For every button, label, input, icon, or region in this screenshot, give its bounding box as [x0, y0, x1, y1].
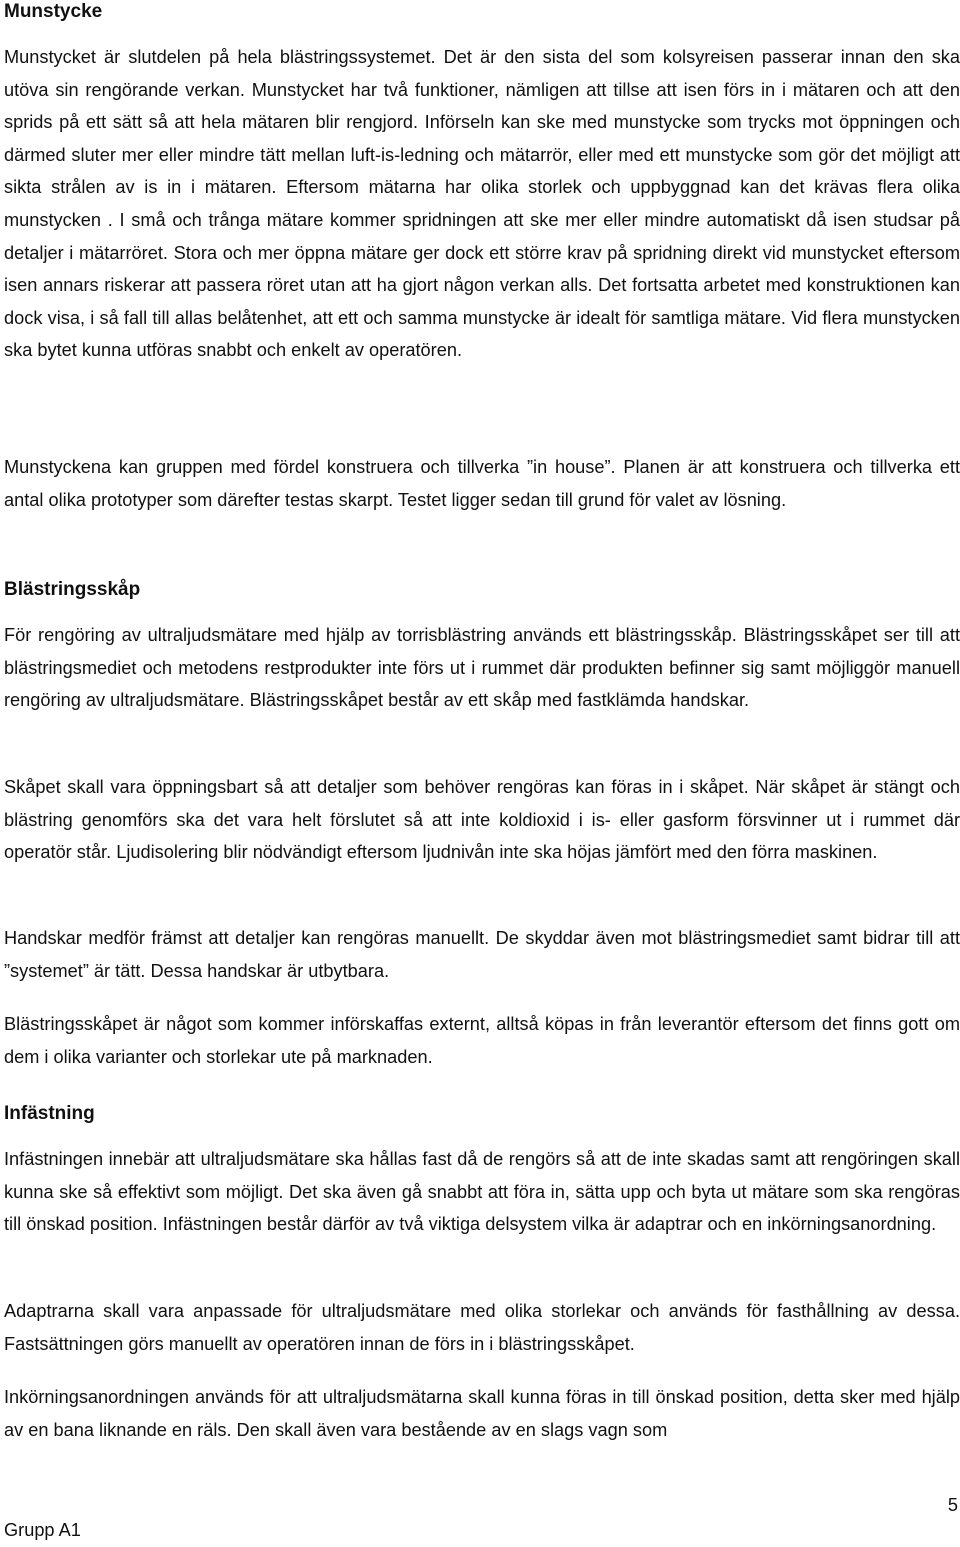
page-number: 5: [947, 1495, 958, 1515]
document-page: [4, 0, 960, 1547]
paragraph-munstycke-1: Munstycket är slutdelen på hela blästringssystemet. Det är den sista del som kolsyreisen passerar innan den ska utöva sin rengörande verkan. Munstycket har två funktioner, nämligen att tillse att isen förs in i mätaren och att den sprids på ett sätt så att hela mätaren blir rengjord. Införseln kan ske med munstycke som trycks mot öppningen och därmed sluter mer eller mindre tätt mellan luft-is-ledning och mätarrör, eller med ett munstycke som gör det möjligt att sikta strålen av is in i mätaren. Eftersom mätarna har olika storlek och uppbyggnad kan det krävas flera olika munstycken . I små och trånga mätare kommer spridningen att ske mer eller mindre automatiskt då isen studsar på detaljer i mätarröret. Stora och mer öppna mätare ger dock ett större krav på spridning direkt vid munstycket eftersom isen annars riskerar att passera röret utan att ha gjort någon verkan alls. Det fortsatta arbetet med konstruktionen kan dock visa, i så fall till allas belåtenhet, att ett och samma munstycke är idealt för samtliga mätare. Vid flera munstycken ska bytet kunna utföras snabbt och enkelt av operatören.: [4, 47, 960, 361]
section-heading-infastning: Infästning: [4, 1103, 95, 1124]
section-heading-munstycke: Munstycke: [4, 1, 103, 22]
paragraph-blastringsskap-3: Handskar medför främst att detaljer kan rengöras manuellt. De skyddar även mot blästringsmediet samt bidrar till att ”systemet” är tätt. Dessa handskar är utbytbara.: [4, 928, 960, 981]
paragraph-blastringsskap-4: Blästringsskåpet är något som kommer införskaffas externt, alltså köpas in från leverantör eftersom det finns gott om dem i olika varianter och storlekar ute på marknaden.: [4, 1014, 960, 1067]
paragraph-infastning-3: Inkörningsanordningen används för att ultraljudsmätarna skall kunna föras in till önskad position, detta sker med hjälp av en bana liknande en räls. Den skall även vara bestående av en slags vagn som: [4, 1387, 960, 1440]
paragraph-blastringsskap-1: För rengöring av ultraljudsmätare med hjälp av torrisblästring används ett blästringsskåp. Blästringsskåpet ser till att blästringsmediet och metodens restprodukter inte förs ut i rummet där produkten befinner sig samt möjliggör manuell rengöring av ultraljudsmätare. Blästringsskåpet består av ett skåp med fastklämda handskar.: [4, 625, 960, 711]
paragraph-infastning-2: Adaptrarna skall vara anpassade för ultraljudsmätare med olika storlekar och används för fasthållning av dessa. Fastsättningen görs manuellt av operatören innan de förs in i blästringsskåpet.: [4, 1301, 960, 1354]
section-heading-blastringsskap: Blästringsskåp: [4, 579, 141, 600]
paragraph-infastning-1: Infästningen innebär att ultraljudsmätare ska hållas fast då de rengörs så att de inte skadas samt att rengöringen skall kunna ske så effektivt som möjligt. Det ska även gå snabbt att föra in, sätta upp och byta ut mätare som ska rengöras till önskad position. Infästningen består därför av två viktiga delsystem vilka är adaptrar och en inkörningsanordning.: [4, 1149, 960, 1235]
paragraph-munstycke-2: Munstyckena kan gruppen med fördel konstruera och tillverka ”in house”. Planen är att konstruera och tillverka ett antal olika prototyper som därefter testas skarpt. Testet ligger sedan till grund för valet av lösning.: [4, 457, 960, 510]
paragraph-blastringsskap-2: Skåpet skall vara öppningsbart så att detaljer som behöver rengöras kan föras in i skåpet. När skåpet är stängt och blästring genomförs ska det vara helt förslutet så att inte koldioxid i is- eller gasform försvinner ut i rummet där operatör står. Ljudisolering blir nödvändigt eftersom ljudnivån inte ska höjas jämfört med den förra maskinen.: [4, 777, 960, 863]
footer-group-name: Grupp A1: [4, 1520, 81, 1540]
